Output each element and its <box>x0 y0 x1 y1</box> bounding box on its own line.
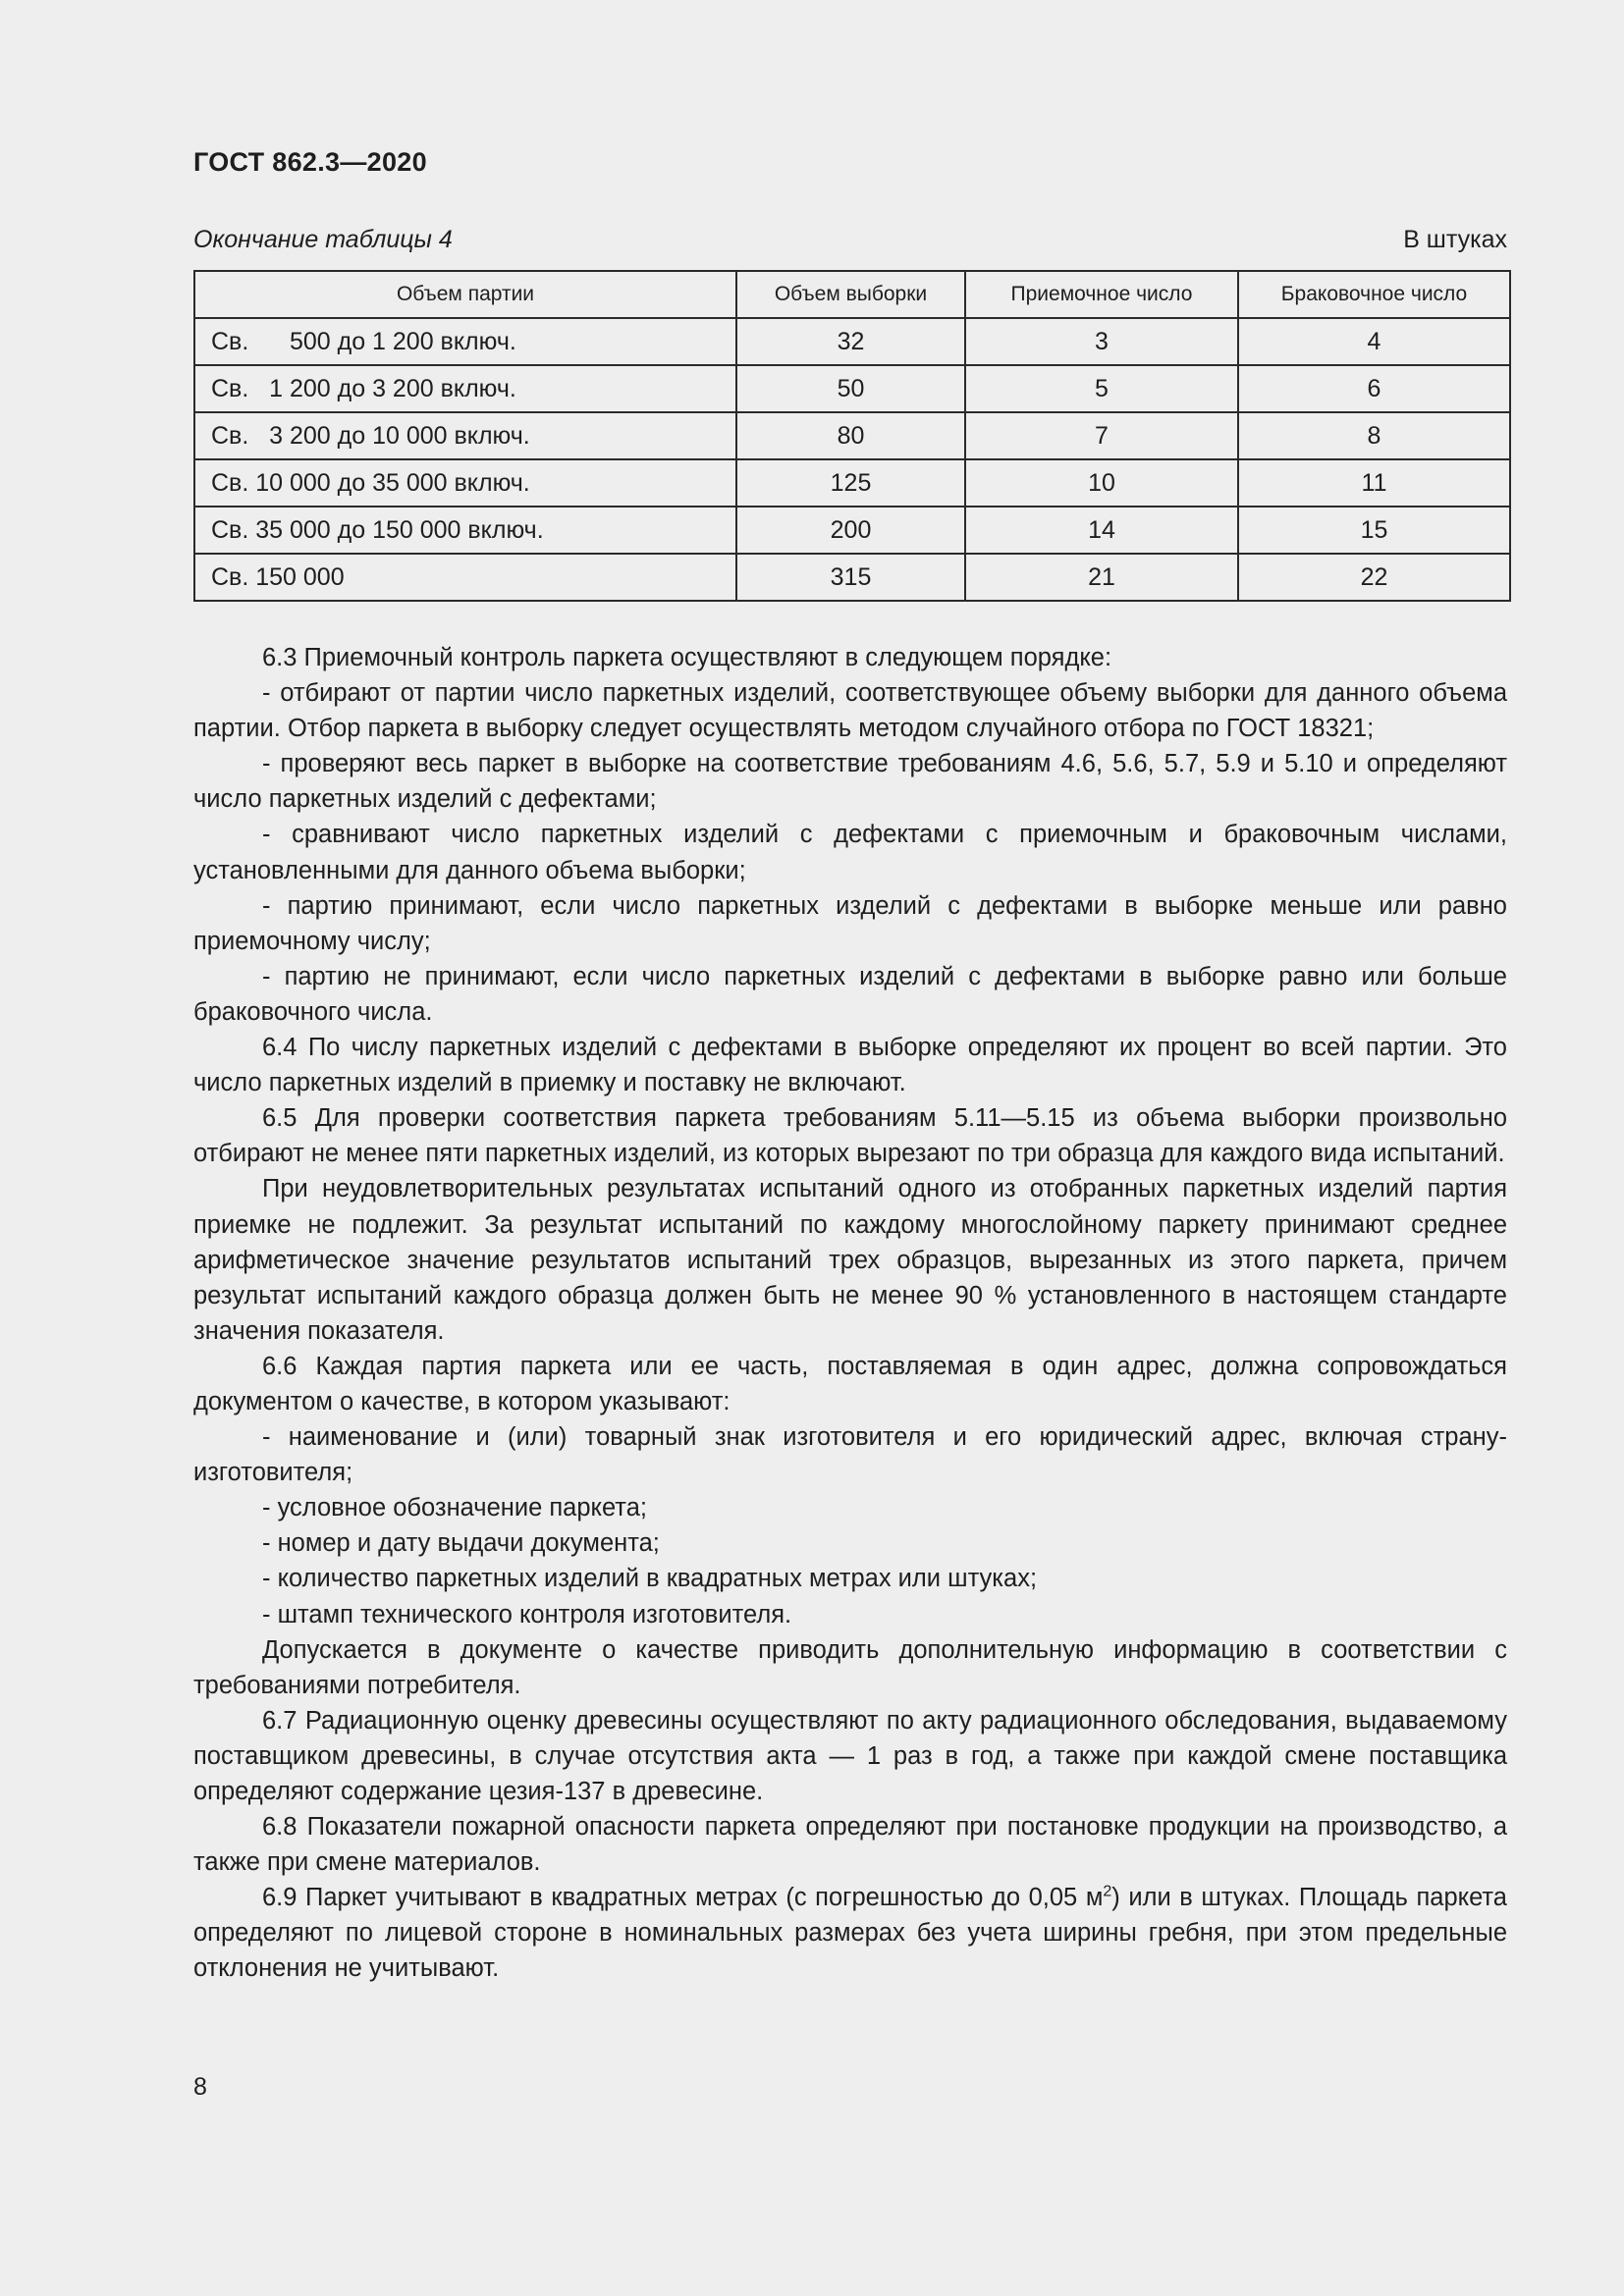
cell-acceptance-number: 3 <box>965 318 1238 365</box>
cell-rejection-number: 6 <box>1238 365 1510 412</box>
cell-rejection-number: 15 <box>1238 507 1510 554</box>
table-row <box>194 554 1510 601</box>
table-unit: В штуках <box>1403 226 1507 253</box>
body-text <box>193 640 1507 1987</box>
table-caption: Окончание таблицы 4 <box>193 226 453 253</box>
cell-acceptance-number: 14 <box>965 507 1238 554</box>
cell-acceptance-number: 7 <box>965 412 1238 459</box>
paragraph-6-6: 6.6 Каждая партия паркета или ее часть, поставляемая в один адрес, должна сопровождаться документом о качестве, в котором указывают: <box>193 1352 1507 1415</box>
cell-lot-size: Св. 3 200 до 10 000 включ. <box>194 412 736 459</box>
page-number: 8 <box>193 2073 207 2101</box>
cell-lot-size: Св. 150 000 <box>194 554 736 601</box>
cell-rejection-number: 22 <box>1238 554 1510 601</box>
paragraph-6-9-part-b: ) или в штуках. Площадь паркета определяют по лицевой стороне в номинальных размерах без учета ширины гребня, при этом предельные отклонения не учитывают. <box>193 1884 1507 1983</box>
cell-acceptance-number: 21 <box>965 554 1238 601</box>
list-item: - условное обозначение паркета; <box>262 1494 647 1522</box>
list-item: - номер и дату выдачи документа; <box>262 1529 660 1558</box>
list-item: - партию не принимают, если число паркетных изделий с дефектами в выборке равно или больше браковочного числа. <box>193 962 1507 1026</box>
superscript-exponent: 2 <box>1103 1883 1112 1900</box>
paragraph-6-6-note: Допускается в документе о качестве приводить дополнительную информацию в соответствии с требованиями потребителя. <box>193 1635 1507 1699</box>
paragraph-6-9 <box>193 1880 1507 1986</box>
column-header-lot-size: Объем партии <box>194 271 736 318</box>
list-item: - проверяют весь паркет в выборке на соответствие требованиям 4.6, 5.6, 5.7, 5.9 и 5.10 и определяют число паркетных изделий с дефектами; <box>193 750 1507 814</box>
cell-acceptance-number: 10 <box>965 459 1238 507</box>
table-header-row <box>194 271 1510 318</box>
paragraph-6-4: 6.4 По числу паркетных изделий с дефектами в выборке определяют их процент во всей партии. Это число паркетных изделий в приемку и поставку не включают. <box>193 1034 1507 1097</box>
cell-sample-size: 315 <box>736 554 965 601</box>
table-row <box>194 412 1510 459</box>
cell-lot-size: Св. 10 000 до 35 000 включ. <box>194 459 736 507</box>
table-row <box>194 318 1510 365</box>
table-caption-row <box>193 226 1507 254</box>
table-row <box>194 507 1510 554</box>
paragraph-6-5: 6.5 Для проверки соответствия паркета требованиям 5.11—5.15 из объема выборки произвольно отбирают не менее пяти паркетных изделий, из которых вырезают по три образца для каждого вида испытаний. <box>193 1104 1507 1168</box>
column-header-rejection-number: Браковочное число <box>1238 271 1510 318</box>
list-item: - сравнивают число паркетных изделий с дефектами с приемочным и браковочным числами, установленными для данного объема выборки; <box>193 821 1507 884</box>
list-item: - отбирают от партии число паркетных изделий, соответствующее объему выборки для данного объема партии. Отбор паркета в выборку следует осуществлять методом случайного отбора по ГОСТ 18321; <box>193 679 1507 743</box>
column-header-sample-size: Объем выборки <box>736 271 965 318</box>
cell-sample-size: 125 <box>736 459 965 507</box>
list-item: - количество паркетных изделий в квадратных метрах или штуках; <box>262 1565 1038 1593</box>
paragraph-6-3: 6.3 Приемочный контроль паркета осуществляют в следующем порядке: <box>262 644 1112 671</box>
cell-lot-size: Св. 500 до 1 200 включ. <box>194 318 736 365</box>
table-row <box>194 365 1510 412</box>
paragraph-6-9-part-a: 6.9 Паркет учитывают в квадратных метрах (с погрешностью до 0,05 м <box>262 1884 1104 1912</box>
cell-rejection-number: 8 <box>1238 412 1510 459</box>
document-header: ГОСТ 862.3—2020 <box>193 147 427 177</box>
paragraph-6-8: 6.8 Показатели пожарной опасности паркета определяют при постановке продукции на производство, а также при смене материалов. <box>193 1813 1507 1877</box>
column-header-acceptance-number: Приемочное число <box>965 271 1238 318</box>
cell-rejection-number: 11 <box>1238 459 1510 507</box>
paragraph-6-7: 6.7 Радиационную оценку древесины осуществляют по акту радиационного обследования, выдаваемому поставщиком древесины, в случае отсутствия акта — 1 раз в год, а также при каждой смене поставщика определяют содержание цезия-137 в древесине. <box>193 1706 1507 1805</box>
list-item: - наименование и (или) товарный знак изготовителя и его юридический адрес, включая страну-изготовителя; <box>193 1423 1507 1487</box>
sampling-table <box>193 270 1511 602</box>
table-row <box>194 459 1510 507</box>
cell-lot-size: Св. 1 200 до 3 200 включ. <box>194 365 736 412</box>
cell-lot-size: Св. 35 000 до 150 000 включ. <box>194 507 736 554</box>
list-item: - партию принимают, если число паркетных изделий с дефектами в выборке меньше или равно приемочному числу; <box>193 891 1507 955</box>
cell-rejection-number: 4 <box>1238 318 1510 365</box>
list-item: - штамп технического контроля изготовителя. <box>262 1600 792 1629</box>
cell-sample-size: 50 <box>736 365 965 412</box>
cell-sample-size: 200 <box>736 507 965 554</box>
cell-acceptance-number: 5 <box>965 365 1238 412</box>
cell-sample-size: 80 <box>736 412 965 459</box>
cell-sample-size: 32 <box>736 318 965 365</box>
paragraph-6-5-continued: При неудовлетворительных результатах испытаний одного из отобранных паркетных изделий партия приемке не подлежит. За результат испытаний по каждому многослойному паркету принимают среднее арифметическое значение результатов испытаний трех образцов, вырезанных из этого паркета, причем результат испытаний каждого образца должен быть не менее 90 % установленного в настоящем стандарте значения показателя. <box>193 1175 1507 1345</box>
